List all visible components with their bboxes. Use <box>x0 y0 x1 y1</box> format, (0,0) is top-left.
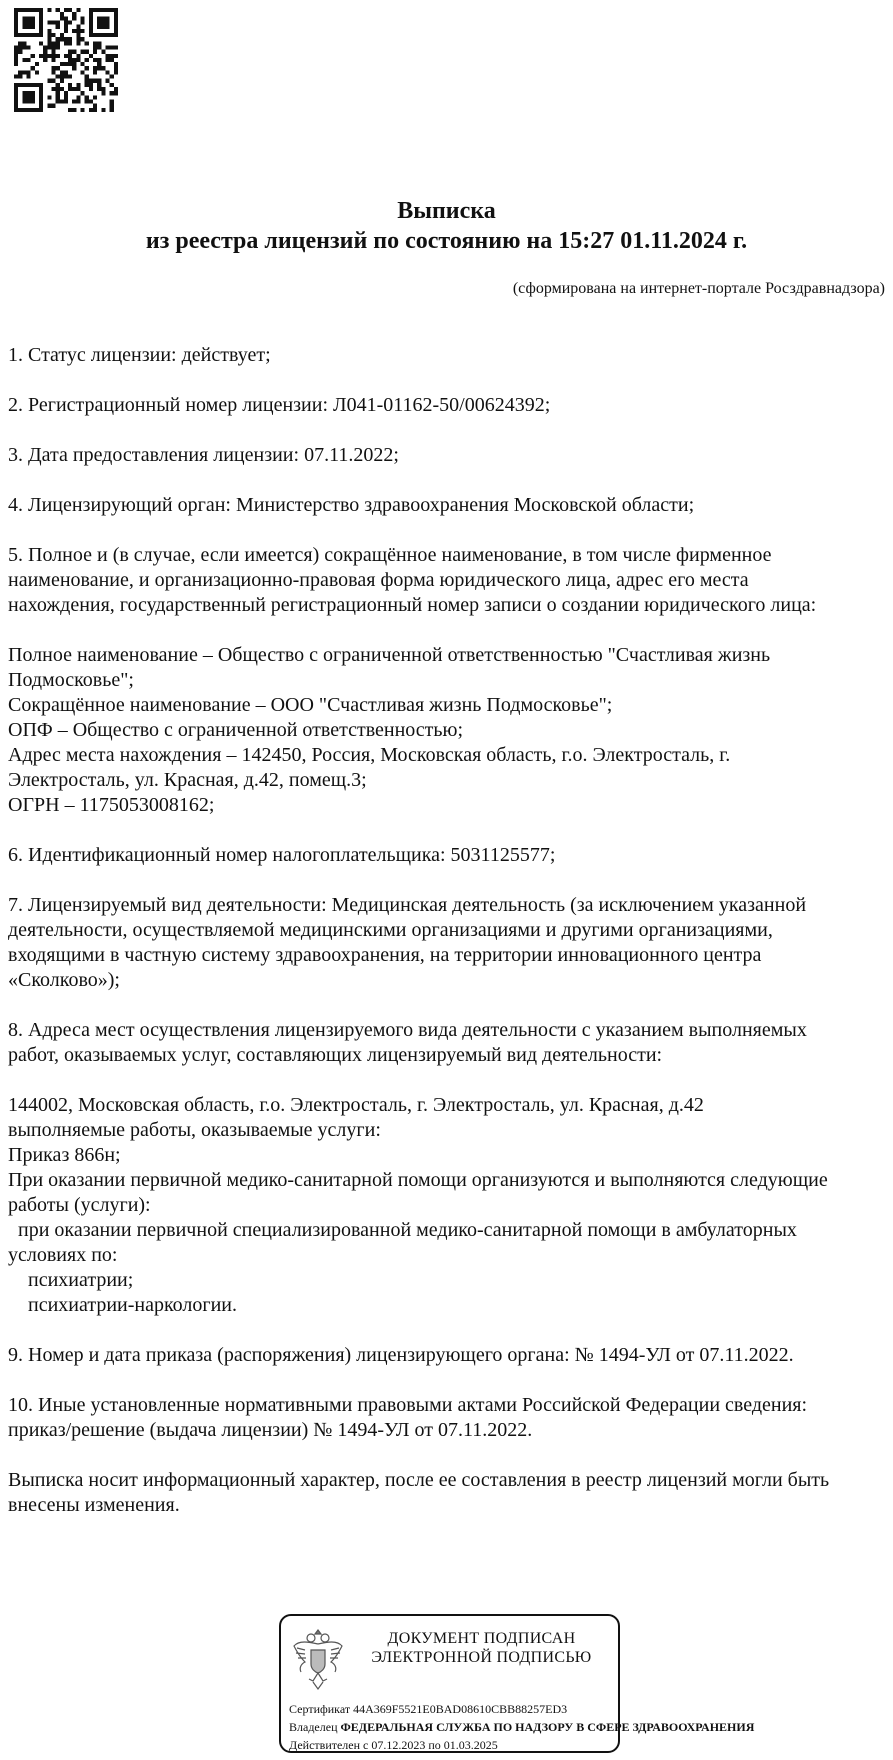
short-name: Сокращённое наименование – ООО "Счастливая жизнь Подмосковье"; <box>8 694 613 716</box>
section-5-line: наименование, и организационно-правовая форма юридического лица, адрес его места <box>8 569 749 591</box>
full-name-line: Полное наименование – Общество с ограниченной ответственностью "Счастливая жизнь <box>8 644 771 666</box>
works-line: выполняемые работы, оказываемые услуги: <box>8 1119 381 1141</box>
certificate-label: Сертификат <box>289 1702 351 1716</box>
order-line: Приказ 866н; <box>8 1144 121 1166</box>
disclaimer-line: Выписка носит информационный характер, после ее составления в реестр лицензий могли быть <box>8 1469 830 1491</box>
full-name-line: Подмосковье"; <box>8 669 134 691</box>
services-line: при оказании первичной специализированной медико-санитарной помощи в амбулаторных <box>18 1219 797 1241</box>
service-item: психиатрии; <box>28 1269 134 1291</box>
registration-number: 2. Регистрационный номер лицензии: Л041-01162-50/00624392; <box>8 394 551 416</box>
issue-date: 3. Дата предоставления лицензии: 07.11.2022; <box>8 444 399 466</box>
activity-line: входящими в частную систему здравоохранения, на территории инновационного центра <box>8 944 762 966</box>
licensing-authority: 4. Лицензирующий орган: Министерство здравоохранения Московской области; <box>8 494 695 516</box>
other-info-line: приказ/решение (выдача лицензии) № 1494-УЛ от 07.11.2022. <box>8 1419 533 1441</box>
other-info-line: 10. Иные установленные нормативными правовыми актами Российской Федерации сведения: <box>8 1394 808 1416</box>
document-subtitle: из реестра лицензий по состоянию на 15:27 01.11.2024 г. <box>145 228 748 254</box>
section-5-line: нахождения, государственный регистрационный номер записи о создании юридического лица: <box>8 594 817 616</box>
address-line: Электросталь, ул. Красная, д.42, помещ.3; <box>8 769 367 791</box>
ogrn: ОГРН – 1175053008162; <box>8 794 215 816</box>
activity-line: «Сколково»); <box>8 969 120 991</box>
stamp-owner <box>289 1720 754 1734</box>
service-item: психиатрии-наркологии. <box>28 1294 238 1316</box>
work-address: 144002, Московская область, г.о. Электросталь, г. Электросталь, ул. Красная, д.42 <box>8 1094 704 1116</box>
address-line: Адрес места нахождения – 142450, Россия, Московская область, г.о. Электросталь, г. <box>8 744 731 766</box>
inn: 6. Идентификационный номер налогоплательщика: 5031125577; <box>8 844 556 866</box>
section-8-line: работ, оказываемых услуг, составляющих лицензируемый вид деятельности: <box>8 1044 663 1066</box>
stamp-heading: ЭЛЕКТРОННОЙ ПОДПИСЬЮ <box>371 1649 592 1666</box>
stamp-certificate <box>289 1702 567 1716</box>
disclaimer-line: внесены изменения. <box>8 1494 180 1516</box>
qr-code <box>14 8 118 112</box>
license-status: 1. Статус лицензии: действует; <box>8 344 271 366</box>
section-8-line: 8. Адреса мест осуществления лицензируемого вида деятельности с указанием выполняемых <box>8 1019 807 1041</box>
owner-label: Владелец <box>289 1720 338 1734</box>
certificate-value: 44A369F5521E0BAD08610CBB88257ED3 <box>353 1702 568 1716</box>
owner-value: ФЕДЕРАЛЬНАЯ СЛУЖБА ПО НАДЗОРУ В СФЕРЕ ЗДРАВООХРАНЕНИЯ <box>340 1720 755 1734</box>
section-5-line: 5. Полное и (в случае, если имеется) сокращённое наименование, в том числе фирменное <box>8 544 772 566</box>
services-line: условиях по: <box>8 1244 118 1266</box>
document-title: Выписка <box>397 198 496 224</box>
activity-line: 7. Лицензируемый вид деятельности: Медицинская деятельность (за исключением указанной <box>8 894 807 916</box>
signature-stamp <box>279 1614 755 1753</box>
order-number-date: 9. Номер и дата приказа (распоряжения) лицензирующего органа: № 1494-УЛ от 07.11.2022. <box>8 1344 794 1366</box>
coat-of-arms-icon <box>291 1624 345 1694</box>
source-note: (сформирована на интернет-портале Росздравнадзора) <box>512 280 885 297</box>
stamp-heading: ДОКУМЕНТ ПОДПИСАН <box>387 1630 576 1647</box>
activity-line: деятельности, осуществляемой медицинскими организациями и другими организациями, <box>8 919 773 941</box>
legal-form: ОПФ – Общество с ограниченной ответственностью; <box>8 719 464 741</box>
stamp-validity: Действителен с 07.12.2023 по 01.03.2025 <box>289 1738 498 1752</box>
services-line: работы (услуги): <box>8 1194 151 1216</box>
services-line: При оказании первичной медико-санитарной помощи организуются и выполняются следующие <box>8 1169 828 1191</box>
